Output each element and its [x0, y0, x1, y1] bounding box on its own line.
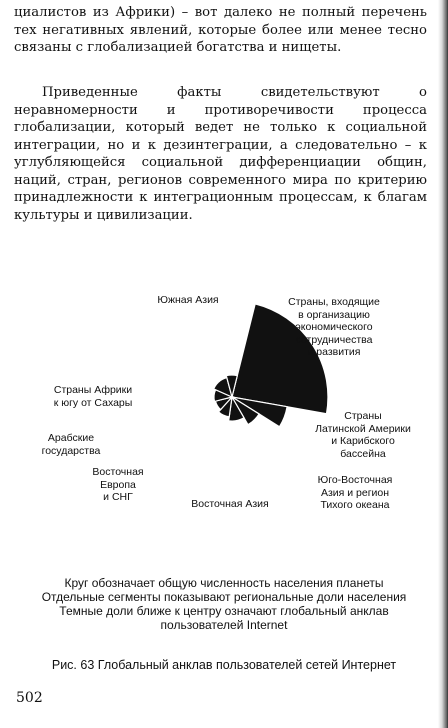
legend-line-3: Темные доли ближе к центру означают глобальный анклав — [59, 604, 389, 618]
label-africa-south-sahara: Страны Африки к югу от Сахары — [53, 384, 133, 409]
label-oecd: Страны, входящие в организацию экономического сотрудничества и развития — [288, 296, 380, 358]
legend-line-1: Круг обозначает общую численность населения планеты — [64, 576, 384, 590]
paragraph-continued: циалистов из Африки) – вот далеко не полный перечень тех негативных явлений, которые более или менее тесно связаны с глобализацией богатства и нищеты. — [14, 5, 427, 55]
label-east-europe-cis: Восточная Европа и СНГ — [92, 466, 144, 503]
paragraph-main — [14, 84, 427, 224]
book-spine-shadow — [438, 0, 448, 728]
legend-line-2: Отдельные сегменты показывают региональные доли населения — [41, 590, 407, 604]
label-south-asia: Южная Азия — [157, 294, 219, 306]
label-east-asia: Восточная Азия — [191, 498, 269, 510]
internet-enclave-figure — [0, 280, 448, 540]
label-southeast-asia: Юго-Восточная Азия и регион Тихого океана — [317, 474, 393, 511]
label-arab-states: Арабские государства — [41, 432, 101, 457]
figure-legend — [0, 576, 448, 632]
page-number: 502 — [16, 690, 43, 706]
figure-caption: Рис. 63 Глобальный анклав пользователей сетей Интернет — [51, 658, 397, 672]
label-latin-america: Страны Латинской Америки и Карибского бассейна — [315, 410, 411, 460]
paragraph-main-text: Приведенные факты свидетельствуют о неравномерности и противоречивости процесса глобализации, который ведет не только к социальной интеграции, но и к дезинтеграции, а следовательно – к углубляющейся социальной дифференциации общин, наций, стран, регионов современного мира по критерию принадлежности к интеграционным процессам, к благам культуры и цивилизации. — [14, 85, 427, 223]
legend-line-4: пользователей Internet — [160, 618, 288, 632]
